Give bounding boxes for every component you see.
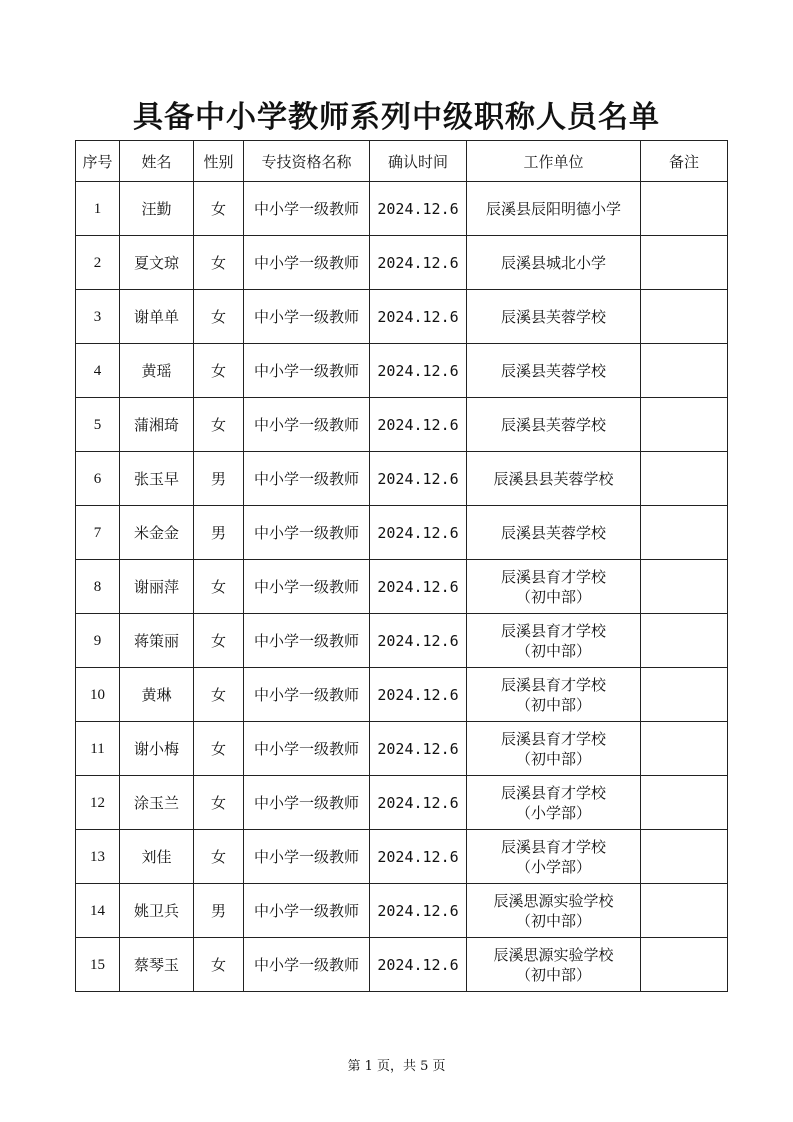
cell-qualification: 中小学一级教师 — [244, 776, 370, 830]
cell-remark — [641, 506, 728, 560]
cell-name: 蒲湘琦 — [120, 398, 194, 452]
cell-unit — [467, 884, 641, 938]
table-row — [76, 398, 728, 452]
cell-unit-name: 辰溪县县芙蓉学校 — [493, 469, 614, 488]
cell-unit-name: 辰溪县育才学校 — [500, 675, 606, 694]
cell-unit-name: 辰溪县育才学校 — [500, 729, 606, 748]
cell-unit-name: 辰溪县芙蓉学校 — [500, 307, 606, 326]
cell-qualification: 中小学一级教师 — [244, 452, 370, 506]
cell-gender: 女 — [194, 938, 244, 992]
table-row — [76, 830, 728, 884]
cell-qualification: 中小学一级教师 — [244, 614, 370, 668]
cell-gender: 女 — [194, 722, 244, 776]
column-header-date: 确认时间 — [370, 141, 467, 182]
cell-unit — [467, 776, 641, 830]
cell-qualification: 中小学一级教师 — [244, 344, 370, 398]
cell-no: 5 — [76, 398, 120, 452]
cell-remark — [641, 614, 728, 668]
cell-qualification: 中小学一级教师 — [244, 884, 370, 938]
cell-remark — [641, 236, 728, 290]
cell-gender: 女 — [194, 668, 244, 722]
cell-remark — [641, 398, 728, 452]
cell-date: 2024.12.6 — [370, 884, 467, 938]
cell-unit-name: 辰溪县芙蓉学校 — [500, 415, 606, 434]
roster-body — [76, 182, 728, 992]
cell-qualification: 中小学一级教师 — [244, 668, 370, 722]
header-row — [76, 141, 728, 182]
cell-unit — [467, 452, 641, 506]
table-row — [76, 722, 728, 776]
cell-gender: 男 — [194, 452, 244, 506]
cell-qualification: 中小学一级教师 — [244, 290, 370, 344]
table-row — [76, 344, 728, 398]
cell-no: 12 — [76, 776, 120, 830]
cell-qualification: 中小学一级教师 — [244, 722, 370, 776]
cell-name: 刘佳 — [120, 830, 194, 884]
cell-date: 2024.12.6 — [370, 614, 467, 668]
cell-date: 2024.12.6 — [370, 236, 467, 290]
cell-unit-division: （初中部） — [515, 641, 591, 660]
cell-unit — [467, 938, 641, 992]
table-row — [76, 506, 728, 560]
cell-date: 2024.12.6 — [370, 776, 467, 830]
cell-qualification: 中小学一级教师 — [244, 560, 370, 614]
cell-unit-division: （初中部） — [515, 587, 591, 606]
cell-remark — [641, 776, 728, 830]
cell-unit-division: （初中部） — [515, 695, 591, 714]
cell-unit-name: 辰溪县育才学校 — [500, 837, 606, 856]
table-row — [76, 668, 728, 722]
cell-qualification: 中小学一级教师 — [244, 938, 370, 992]
cell-date: 2024.12.6 — [370, 722, 467, 776]
cell-remark — [641, 344, 728, 398]
cell-gender: 男 — [194, 884, 244, 938]
cell-no: 8 — [76, 560, 120, 614]
cell-unit — [467, 560, 641, 614]
cell-gender: 女 — [194, 182, 244, 236]
cell-unit-name: 辰溪县城北小学 — [500, 253, 606, 272]
cell-unit-division: （小学部） — [515, 803, 591, 822]
cell-date: 2024.12.6 — [370, 344, 467, 398]
page-title: 具备中小学教师系列中级职称人员名单 — [133, 100, 660, 135]
cell-no: 1 — [76, 182, 120, 236]
cell-gender: 女 — [194, 830, 244, 884]
column-header-unit: 工作单位 — [467, 141, 641, 182]
cell-name: 蔡琴玉 — [120, 938, 194, 992]
cell-no: 2 — [76, 236, 120, 290]
cell-date: 2024.12.6 — [370, 182, 467, 236]
cell-remark — [641, 938, 728, 992]
table-row — [76, 614, 728, 668]
cell-remark — [641, 830, 728, 884]
cell-no: 9 — [76, 614, 120, 668]
cell-unit-name: 辰溪思源实验学校 — [493, 891, 614, 910]
cell-no: 4 — [76, 344, 120, 398]
cell-gender: 女 — [194, 560, 244, 614]
cell-no: 3 — [76, 290, 120, 344]
column-header-qualification: 专技资格名称 — [244, 141, 370, 182]
cell-name: 谢单单 — [120, 290, 194, 344]
cell-unit-division: （初中部） — [515, 749, 591, 768]
cell-date: 2024.12.6 — [370, 290, 467, 344]
table-row — [76, 290, 728, 344]
table-row — [76, 452, 728, 506]
page-footer: 第 1 页，共 5 页 — [347, 1059, 446, 1074]
cell-unit — [467, 614, 641, 668]
cell-no: 10 — [76, 668, 120, 722]
cell-no: 11 — [76, 722, 120, 776]
cell-remark — [641, 182, 728, 236]
cell-date: 2024.12.6 — [370, 452, 467, 506]
cell-unit-name: 辰溪思源实验学校 — [493, 945, 614, 964]
cell-unit — [467, 182, 641, 236]
cell-unit — [467, 506, 641, 560]
cell-unit-name: 辰溪县育才学校 — [500, 621, 606, 640]
cell-name: 谢小梅 — [120, 722, 194, 776]
cell-date: 2024.12.6 — [370, 668, 467, 722]
cell-gender: 女 — [194, 290, 244, 344]
cell-name: 张玉早 — [120, 452, 194, 506]
cell-unit — [467, 344, 641, 398]
cell-unit — [467, 722, 641, 776]
cell-name: 米金金 — [120, 506, 194, 560]
cell-qualification: 中小学一级教师 — [244, 236, 370, 290]
cell-gender: 男 — [194, 506, 244, 560]
cell-gender: 女 — [194, 398, 244, 452]
column-header-name: 姓名 — [120, 141, 194, 182]
table-row — [76, 182, 728, 236]
cell-name: 夏文琼 — [120, 236, 194, 290]
cell-remark — [641, 668, 728, 722]
cell-gender: 女 — [194, 236, 244, 290]
roster-table — [75, 140, 728, 992]
table-row — [76, 776, 728, 830]
cell-unit — [467, 290, 641, 344]
table-row — [76, 560, 728, 614]
cell-unit-division: （初中部） — [515, 965, 591, 984]
cell-no: 14 — [76, 884, 120, 938]
cell-date: 2024.12.6 — [370, 398, 467, 452]
table-row — [76, 884, 728, 938]
cell-no: 13 — [76, 830, 120, 884]
cell-date: 2024.12.6 — [370, 938, 467, 992]
cell-date: 2024.12.6 — [370, 506, 467, 560]
cell-remark — [641, 452, 728, 506]
cell-name: 涂玉兰 — [120, 776, 194, 830]
cell-unit-name: 辰溪县育才学校 — [500, 783, 606, 802]
cell-unit — [467, 668, 641, 722]
cell-remark — [641, 560, 728, 614]
cell-unit-name: 辰溪县芙蓉学校 — [500, 361, 606, 380]
cell-gender: 女 — [194, 614, 244, 668]
cell-no: 7 — [76, 506, 120, 560]
cell-no: 15 — [76, 938, 120, 992]
cell-date: 2024.12.6 — [370, 560, 467, 614]
cell-date: 2024.12.6 — [370, 830, 467, 884]
cell-unit-division: （小学部） — [515, 857, 591, 876]
cell-unit-division: （初中部） — [515, 911, 591, 930]
cell-no: 6 — [76, 452, 120, 506]
cell-unit — [467, 830, 641, 884]
column-header-no: 序号 — [76, 141, 120, 182]
cell-name: 黄琳 — [120, 668, 194, 722]
cell-name: 蒋策丽 — [120, 614, 194, 668]
cell-qualification: 中小学一级教师 — [244, 506, 370, 560]
cell-unit — [467, 236, 641, 290]
cell-remark — [641, 884, 728, 938]
cell-qualification: 中小学一级教师 — [244, 830, 370, 884]
cell-remark — [641, 722, 728, 776]
cell-name: 姚卫兵 — [120, 884, 194, 938]
table-row — [76, 236, 728, 290]
cell-unit — [467, 398, 641, 452]
cell-gender: 女 — [194, 776, 244, 830]
cell-name: 汪勤 — [120, 182, 194, 236]
cell-remark — [641, 290, 728, 344]
cell-name: 黄瑶 — [120, 344, 194, 398]
cell-unit-name: 辰溪县育才学校 — [500, 567, 606, 586]
cell-qualification: 中小学一级教师 — [244, 398, 370, 452]
cell-gender: 女 — [194, 344, 244, 398]
cell-unit-name: 辰溪县辰阳明德小学 — [485, 199, 621, 218]
column-header-remark: 备注 — [641, 141, 728, 182]
cell-qualification: 中小学一级教师 — [244, 182, 370, 236]
column-header-gender: 性别 — [194, 141, 244, 182]
cell-unit-name: 辰溪县芙蓉学校 — [500, 523, 606, 542]
cell-name: 谢丽萍 — [120, 560, 194, 614]
table-row — [76, 938, 728, 992]
